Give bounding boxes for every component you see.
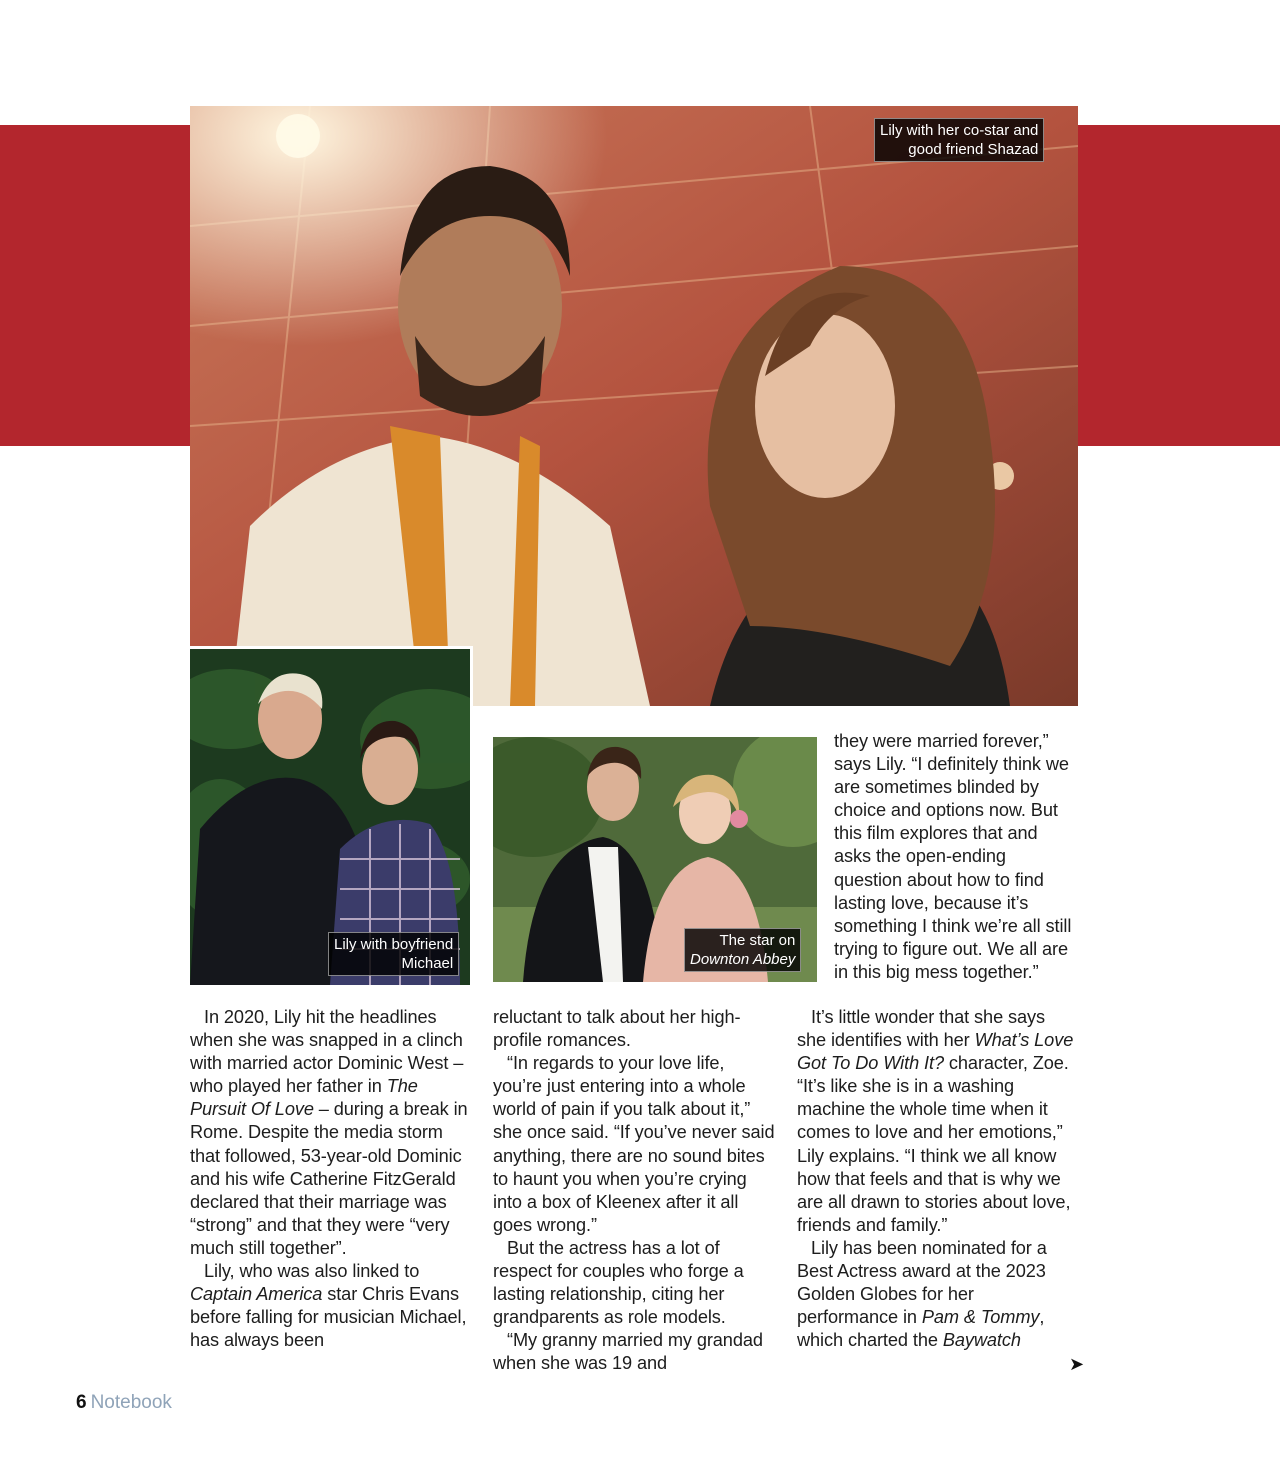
article-column-2 — [493, 1006, 777, 1376]
paragraph: “In regards to your love life, you’re just entering into a whole world of pain if you talk about it,” she once said. “If you’ve never said anything, there are no sound bites to haunt you when you’re crying into a box of Kleenex after it all goes wrong.” — [493, 1053, 775, 1235]
caption-line: Michael — [401, 955, 454, 972]
caption-line: Downton Abbey — [690, 951, 796, 968]
section-label: Notebook — [90, 1392, 172, 1413]
paragraph: reluctant to talk about her high-profile romances. — [493, 1007, 741, 1051]
caption-line: The star on — [719, 932, 796, 949]
paragraph: In 2020, Lily hit the headlines when she was snapped in a clinch with married actor Dominic West – who played her father in The Pursuit Of Love – during a break in Rome. Despite the media storm that followed, 53-year-old Dominic and his wife Catherine FitzGerald declared that their marriage was “strong” and that they were “very much still together”. — [190, 1007, 468, 1258]
paragraph: Lily, who was also linked to Captain America star Chris Evans before falling for musician Michael, has always been — [190, 1261, 467, 1351]
paragraph: they were married forever,” says Lily. “I definitely think we are sometimes blinded by choice and options now. But this film explores that and asks the open-ending question about how to find lasting love, because it’s something I think we’re all still trying to figure out. We all are in this big mess together.” — [834, 731, 1072, 982]
paragraph: Lily has been nominated for a Best Actress award at the 2023 Golden Globes for her performance in Pam & Tommy, which charted the Baywatch — [797, 1237, 1047, 1351]
article-column-1 — [190, 1006, 472, 1352]
caption-line: Lily with boyfriend — [334, 936, 454, 953]
page-number: 6 — [76, 1392, 87, 1413]
continue-arrow-icon: ➤ — [1069, 1354, 1085, 1374]
main-photo — [190, 106, 1078, 706]
boyfriend-photo-caption — [328, 932, 459, 976]
paragraph: It’s little wonder that she says she identifies with her What’s Love Got To Do With It? character, Zoe. “It’s like she is in a washing machine the whole time when it comes to love and her emotions,” Lily explains. “I think we all know how that feels and that is why we are all drawn to stories about love, friends and family.” — [797, 1007, 1074, 1235]
caption-line: Lily with her co-star and — [880, 122, 1039, 139]
article-column-3-top — [834, 730, 1074, 984]
paragraph: But the actress has a lot of respect for couples who forge a lasting relationship, citing her grandparents as role models. — [493, 1237, 744, 1328]
main-photo-caption — [874, 118, 1044, 162]
downton-photo-caption — [684, 928, 801, 972]
paragraph: “My granny married my grandad when she was 19 and — [493, 1330, 763, 1374]
page-footer — [76, 1392, 172, 1414]
article-column-3-bottom — [797, 1006, 1077, 1352]
caption-line: good friend Shazad — [908, 141, 1039, 158]
